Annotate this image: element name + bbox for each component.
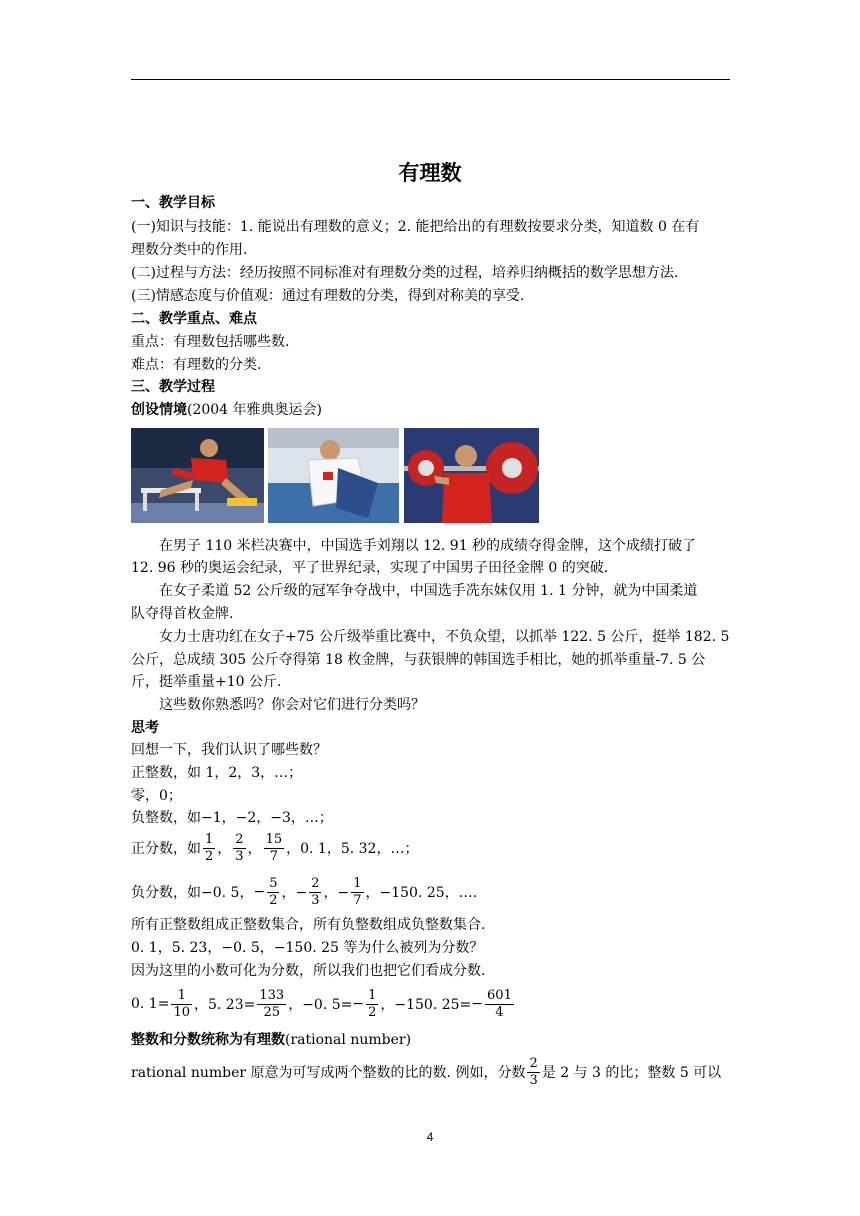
fraction-2-3-ratio: $\frac{2}{3}$ xyxy=(529,1055,538,1088)
para-judo-line1: 在女子柔道 52 公斤级的冠军争夺战中，中国选手冼东妹仅用 1. 1 分钟，就为中国柔道 xyxy=(159,583,698,599)
scenario-label: 创设情境 xyxy=(131,402,187,418)
definition-bold: 整数和分数统称为有理数 xyxy=(131,1032,285,1048)
hurdles-photo xyxy=(131,428,264,523)
definition-english: (rational number) xyxy=(285,1032,412,1048)
weightlifting-photo xyxy=(404,428,539,523)
difficult-point: 难点：有理数的分类. xyxy=(131,357,262,373)
negative-integers-line: 负整数，如−1，−2，−3，…； xyxy=(131,810,333,826)
fraction-1-2: $\frac{1}{2}$ xyxy=(205,831,214,864)
para-weightlifting-line3: 斤，挺举重量+10 公斤. xyxy=(131,674,282,690)
because-line: 因为这里的小数可化为分数，所以我们也把它们看成分数. xyxy=(131,963,486,979)
fraction-neg-1-7: $\frac{1}{7}$ xyxy=(353,875,362,908)
section-heading-goals: 一、教学目标 xyxy=(131,195,215,211)
fraction-1-2-neg: $\frac{1}{2}$ xyxy=(368,987,377,1020)
page-title: 有理数 xyxy=(398,161,462,185)
scenario-line xyxy=(131,400,322,420)
para-judo-line2: 队夺得首枚金牌. xyxy=(131,606,234,622)
fraction-133-25: $\frac{133}{25}$ xyxy=(259,987,285,1020)
para-question: 这些数你熟悉吗？你会对它们进行分类吗？ xyxy=(159,697,425,713)
fraction-601-4: $\frac{601}{4}$ xyxy=(487,987,512,1020)
goal-knowledge-line2: 理数分类中的作用. xyxy=(131,242,248,258)
negative-fractions-line: 负分数，如−0. 5， − $\frac{5}{2}$ ，− $\frac{2}{3}$ ，− $\frac{1}{7}$ ，−150. 25，…. xyxy=(131,875,478,908)
recall-line: 回想一下，我们认识了哪些数？ xyxy=(131,742,327,758)
scenario-note: (2004 年雅典奥运会) xyxy=(187,402,323,418)
fraction-1-10: $\frac{1}{10}$ xyxy=(173,987,190,1020)
positive-fractions-prefix: 正分数，如 xyxy=(131,841,201,857)
para-hurdles-line1: 在男子 110 米栏决赛中，中国选手刘翔以 12. 91 秒的成绩夺得金牌，这个成绩打破了 xyxy=(159,538,697,554)
think-heading: 思考 xyxy=(131,720,159,736)
goal-attitude: (三)情感态度与价值观：通过有理数的分类，得到对称美的享受. xyxy=(131,288,525,304)
fraction-15-7: $\frac{15}{7}$ xyxy=(265,831,283,864)
judo-photo xyxy=(268,428,399,523)
page-number: 4 xyxy=(426,1130,434,1144)
para-weightlifting-line1: 女力士唐功红在女子+75 公斤级举重比赛中，不负众望，以抓举 122. 5 公斤，挺举 182. 5 xyxy=(159,629,730,645)
sets-line: 所有正整数组成正整数集合，所有负整数组成负整数集合. xyxy=(131,917,486,933)
goal-knowledge-line1: (一)知识与技能：1. 能说出有理数的意义；2. 能把给出的有理数按要求分类，知道数 0 在有 xyxy=(131,219,700,235)
rational-origin-line: rational number 原意为可写成两个整数的比的数. 例如，分数 $\frac{2}{3}$ 是 2 与 3 的比；整数 5 可以 xyxy=(131,1055,722,1088)
section-heading-key: 二、教学重点、难点 xyxy=(131,311,257,327)
definition-line xyxy=(131,1030,411,1050)
positive-fractions-line: 正分数，如 $\frac{1}{2}$ ， $\frac{2}{3}$ ， $\frac{15}{7}$ ，0. 1，5. 32，…； xyxy=(131,831,419,864)
negative-fractions-suffix: ，−150. 25，…. xyxy=(365,885,478,901)
fraction-2-3: $\frac{2}{3}$ xyxy=(235,831,244,864)
key-point: 重点：有理数包括哪些数. xyxy=(131,334,290,350)
zero-line: 零，0； xyxy=(131,788,182,804)
why-line: 0. 1，5. 23，−0. 5，−150. 25 等为什么被列为分数？ xyxy=(131,940,484,956)
negative-fractions-prefix: 负分数，如−0. 5， xyxy=(131,885,254,901)
conversion-line: 0. 1= $\frac{1}{10}$ ，5. 23= $\frac{133}{25}$ ，−0. 5= − $\frac{1}{2}$ ，−150. 25= − $\frac{601}{4}$ xyxy=(131,987,512,1020)
header-rule xyxy=(131,79,730,80)
positive-fractions-suffix: ，0. 1，5. 32，…； xyxy=(286,841,419,857)
fraction-neg-2-3: $\frac{2}{3}$ xyxy=(311,875,320,908)
goal-process: (二)过程与方法：经历按照不同标准对有理数分类的过程，培养归纳概括的数学思想方法. xyxy=(131,265,679,281)
fraction-neg-5-2: $\frac{5}{2}$ xyxy=(269,875,278,908)
positive-integers-line: 正整数，如 1，2，3，…； xyxy=(131,765,303,781)
section-heading-process: 三、教学过程 xyxy=(131,379,215,395)
para-hurdles-line2: 12. 96 秒的奥运会纪录，平了世界纪录，实现了中国男子田径金牌 0 的突破. xyxy=(131,560,609,576)
para-weightlifting-line2: 公斤，总成绩 305 公斤夺得第 18 枚金牌，与获银牌的韩国选手相比，她的抓举重量-7. 5 公 xyxy=(131,652,706,668)
